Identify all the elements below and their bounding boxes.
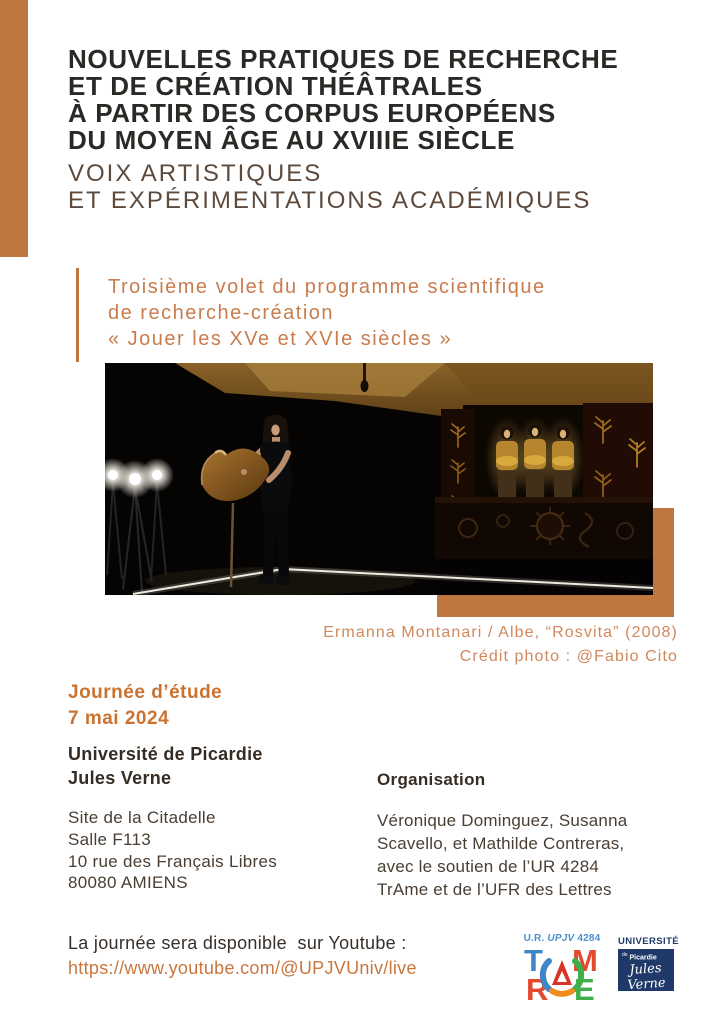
event-info (68, 680, 222, 732)
title-line-2: ET DE CRÉATION THÉÂTRALES (68, 71, 483, 101)
organisation-heading: Organisation (377, 770, 486, 789)
trame-letter-m: M (572, 943, 598, 978)
address-line-4: 80080 AMIENS (68, 873, 188, 893)
trame-letter-e: E (574, 972, 595, 1007)
subtitle-line-2: ET EXPÉRIMENTATIONS ACADÉMIQUES (68, 187, 592, 214)
stage-photo-graphic (105, 363, 653, 595)
address-line-3: 10 rue des Français Libres (68, 851, 278, 871)
subtitle-line-1: VOIX ARTISTIQUES (68, 160, 323, 187)
trame-letter-r: R (526, 972, 549, 1007)
institution-line-1: Université de Picardie (68, 744, 263, 764)
poster-title (68, 46, 618, 154)
trame-label-prefix: U.R. (523, 933, 548, 944)
youtube-link[interactable]: https://www.youtube.com/@UPJVUniv/live (68, 957, 417, 978)
address-line-2: Salle F113 (68, 829, 152, 849)
trame-label-upjv: UPJV (547, 933, 575, 944)
poster-subtitle (68, 160, 591, 214)
event-kind: Journée d’étude (68, 682, 223, 703)
trame-logo (519, 933, 605, 1011)
institution-name (68, 742, 263, 790)
event-date: 7 mai 2024 (68, 708, 170, 729)
title-line-4: DU MOYEN ÂGE AU XVIIIE SIÈCLE (68, 125, 515, 155)
organisation-line-4: TrAme et de l’UFR des Lettres (377, 880, 612, 899)
upjv-logo-picardie-text: Picardie (629, 954, 657, 962)
trame-letter-t: T (524, 943, 543, 978)
youtube-announcement: La journée sera disponible sur Youtube : (68, 933, 407, 953)
youtube-section (68, 931, 417, 980)
address-line-1: Site de la Citadelle (68, 808, 216, 827)
upjv-logo-signature: Jules Verne (626, 960, 667, 994)
upjv-logo-picardie (622, 952, 657, 961)
title-line-3: À PARTIR DES CORPUS EUROPÉENS (68, 98, 556, 128)
organisation-line-1: Véronique Dominguez, Susanna (377, 811, 628, 830)
program-line-2: de recherche-création (108, 302, 335, 324)
organisation-section (377, 770, 627, 901)
caption-line-2: Crédit photo : @Fabio Cito (459, 648, 678, 665)
organisation-line-2: Scavello, et Mathilde Contreras, (377, 834, 625, 853)
upjv-logo (618, 936, 680, 994)
program-line-1: Troisième volet du programme scientifique (108, 276, 546, 298)
caption-line-1: Ermanna Montanari / Albe, “Rosvita” (2008) (323, 624, 678, 641)
photo-caption (200, 621, 678, 669)
institution-line-2: Jules Verne (68, 768, 172, 788)
upjv-logo-de: de (622, 952, 628, 958)
organisation-line-3: avec le soutien de l’UR 4284 (377, 857, 600, 876)
program-line-3: « Jouer les XVe et XVIe siècles » (108, 328, 453, 350)
organisation-names (377, 809, 627, 901)
upjv-logo-square (618, 949, 674, 994)
upjv-logo-title: UNIVERSITÉ (618, 936, 680, 947)
program-block (76, 268, 546, 362)
trame-label-number: 4284 (574, 933, 601, 944)
left-accent-bar (0, 0, 28, 257)
venue-address (68, 807, 277, 894)
title-line-1: NOUVELLES PRATIQUES DE RECHERCHE (68, 44, 619, 74)
trame-letter-a-icon (539, 952, 585, 998)
stage-photo (105, 363, 653, 595)
